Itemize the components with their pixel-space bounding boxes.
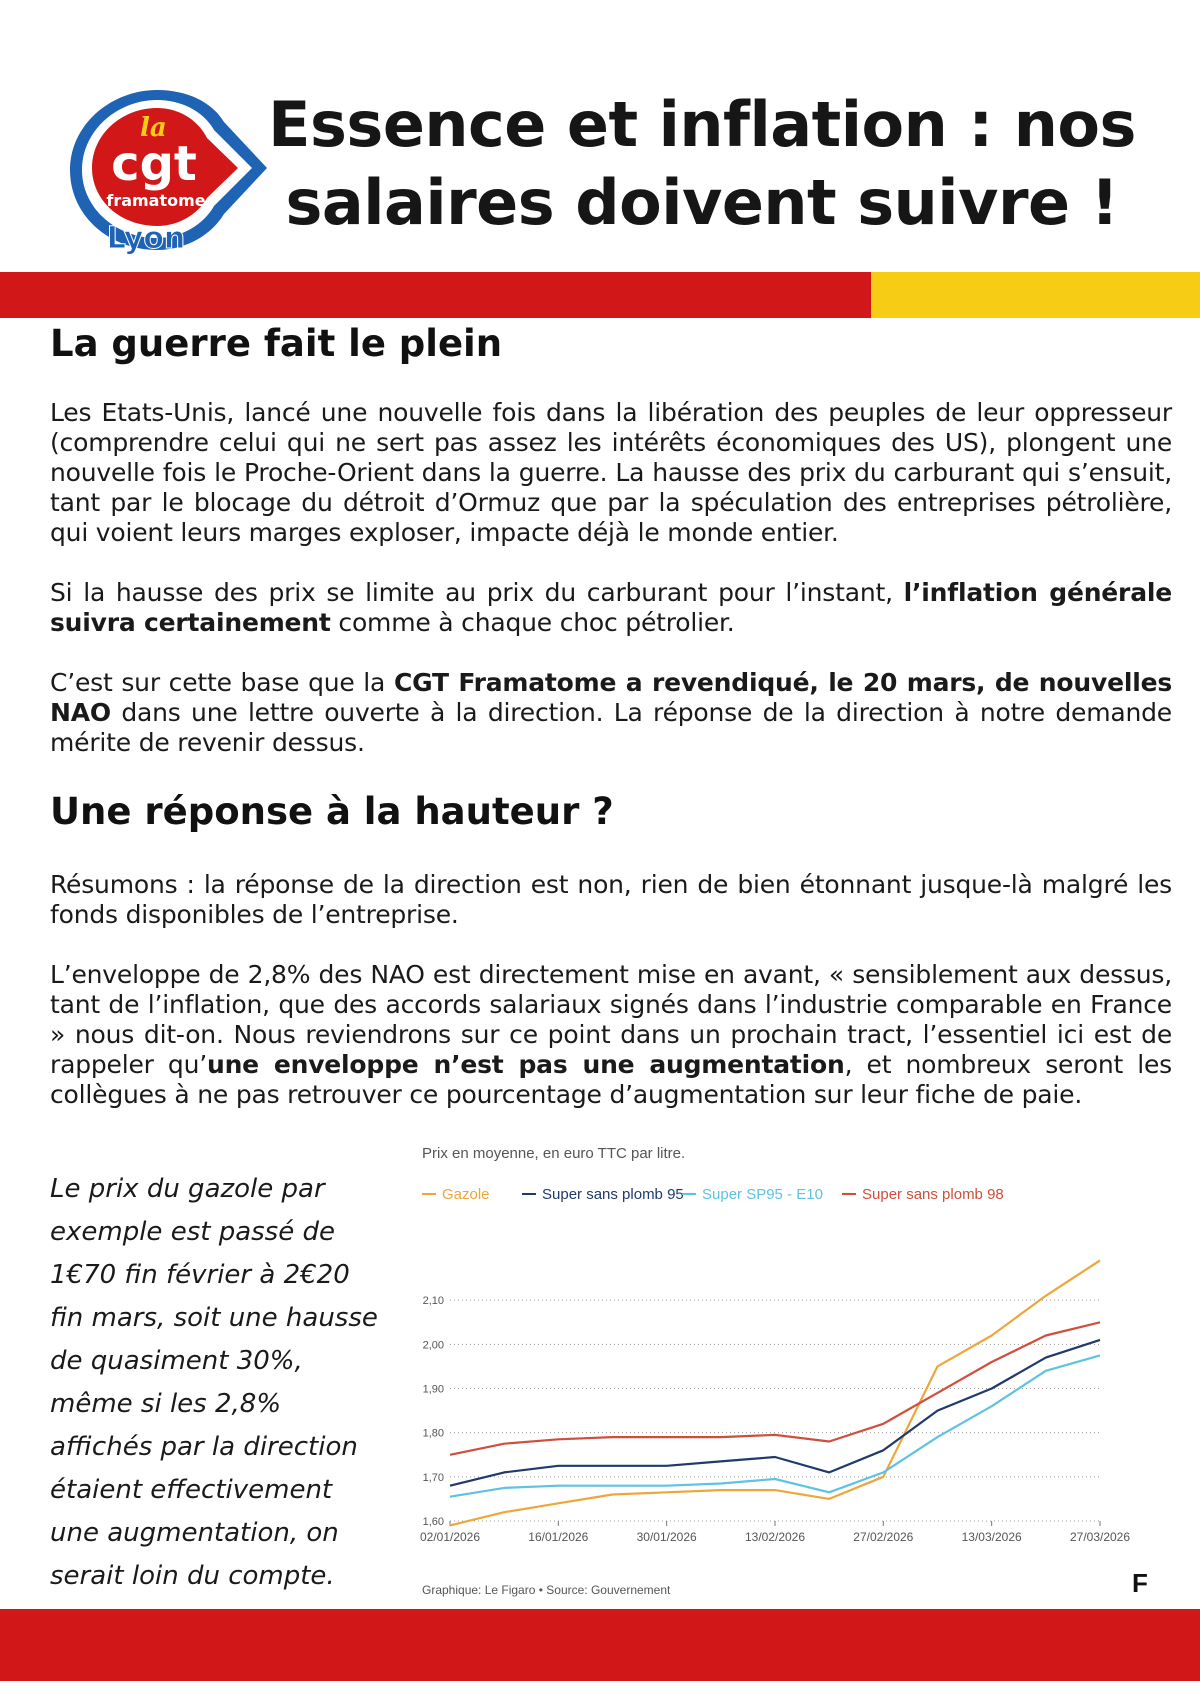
- gazole-aside: Le prix du gazole par exemple est passé de 1€70 fin février à 2€20 fin mars, soit une hausse de quasiment 30%, même si les 2,8% affichés par la direction étaient effectivement une augmentation, on serait loin du compte.: [50, 1174, 378, 1591]
- y-tick-label: 2,10: [422, 1295, 444, 1308]
- page-title: [262, 86, 1142, 242]
- paragraph-4: Résumons : la réponse de la direction est non, rien de bien étonnant jusque-là malgré les fonds disponibles de l’entreprise.: [50, 870, 1172, 929]
- title-line-2: salaires doivent suivre !: [285, 166, 1119, 239]
- y-tick-label: 1,70: [422, 1471, 444, 1484]
- legend-label: Super sans plomb 95: [542, 1186, 684, 1203]
- paragraph-2-start: Si la hausse des prix se limite au prix du carburant pour l’instant,: [50, 578, 904, 607]
- svg-text:Lyon: Lyon: [106, 221, 186, 256]
- x-tick-label: 30/01/2026: [636, 1530, 697, 1544]
- paragraph-5-end: , et nombreux seront les collègues à ne pas retrouver ce pourcentage d’augmentation sur leur fiche de paie.: [50, 1050, 1173, 1109]
- legend-label: Super sans plomb 98: [862, 1186, 1004, 1203]
- paragraph-3-start: C’est sur cette base que la: [50, 668, 394, 697]
- svg-text:cgt: cgt: [111, 136, 197, 192]
- red-banner: [0, 272, 871, 318]
- legend-label: Gazole: [442, 1186, 490, 1203]
- x-tick-label: 13/02/2026: [744, 1530, 806, 1544]
- y-tick-label: 1,60: [422, 1516, 444, 1528]
- yellow-banner: [871, 272, 1200, 318]
- paragraph-5-start: L’enveloppe de 2,8% des NAO est directement mise en avant, « sensiblement aux dessus, tant de l’inflation, que des accords salariaux signés dans l’industrie comparable en France » nous dit-on. Nous reviendrons sur ce point dans un prochain tract, l’essentiel ici est de rappeler qu’: [50, 960, 1172, 1079]
- legend-label: Super SP95 - E10: [702, 1186, 823, 1203]
- footer-banner: [0, 1609, 1200, 1681]
- chart-subtitle: Prix en moyenne, en euro TTC par litre.: [422, 1145, 686, 1162]
- paragraph-1: Les Etats-Unis, lancé une nouvelle fois dans la libération des peuples de leur oppresseur (comprendre celui qui ne sert pas assez les intérêts économiques des US), plongent une nouvelle fois le Proche-Orient dans la guerre. La hausse des prix du carburant qui s’ensuit, tant par le blocage du détroit d’Ormuz que par la spéculation des entreprises pétrolière, qui voient leurs marges exploser, impacte déjà le monde entier.: [50, 398, 1172, 547]
- chart-legend: [422, 1186, 1004, 1203]
- x-tick-label: 13/03/2026: [961, 1530, 1022, 1544]
- chart-x-axis: [420, 1521, 1130, 1544]
- svg-text:la: la: [140, 113, 167, 143]
- paragraph-3-end: dans une lettre ouverte à la direction. La réponse de la direction à notre demande mérite de revenir dessus.: [50, 698, 1172, 757]
- paragraph-5: [50, 960, 1172, 1110]
- paragraph-2: [50, 578, 1172, 638]
- x-tick-label: 02/01/2026: [419, 1530, 481, 1544]
- y-tick-label: 2,00: [422, 1339, 444, 1352]
- paragraph-2-bold: l’inflation générale suivra certainement: [50, 578, 1172, 637]
- paragraph-3: [50, 668, 1172, 758]
- y-tick-label: 1,80: [422, 1427, 444, 1440]
- y-tick-label: 1,90: [422, 1383, 444, 1396]
- section-heading-reponse: Une réponse à la hauteur ?: [50, 790, 614, 833]
- x-tick-label: 27/02/2026: [853, 1530, 914, 1544]
- paragraph-2-end: comme à chaque choc pétrolier.: [330, 608, 735, 637]
- chart-source: Graphique: Le Figaro • Source: Gouvernement: [422, 1583, 671, 1597]
- series-line: [450, 1340, 1100, 1486]
- section-heading-guerre: La guerre fait le plein: [50, 322, 503, 365]
- svg-text:framatome: framatome: [106, 191, 206, 210]
- paragraph-5-bold: une enveloppe n’est pas une augmentation: [206, 1050, 845, 1079]
- fuel-price-chart: [410, 1136, 1180, 1606]
- x-tick-label: 27/03/2026: [1069, 1530, 1131, 1544]
- figaro-logo: F: [1132, 1568, 1148, 1598]
- paragraph-3-bold: CGT Framatome a revendiqué, le 20 mars, de nouvelles NAO: [50, 668, 1173, 727]
- series-line: [450, 1355, 1100, 1496]
- x-tick-label: 16/01/2026: [528, 1530, 589, 1544]
- title-line-1: Essence et inflation : nos: [268, 88, 1136, 161]
- cgt-lyon-logo: [62, 82, 272, 260]
